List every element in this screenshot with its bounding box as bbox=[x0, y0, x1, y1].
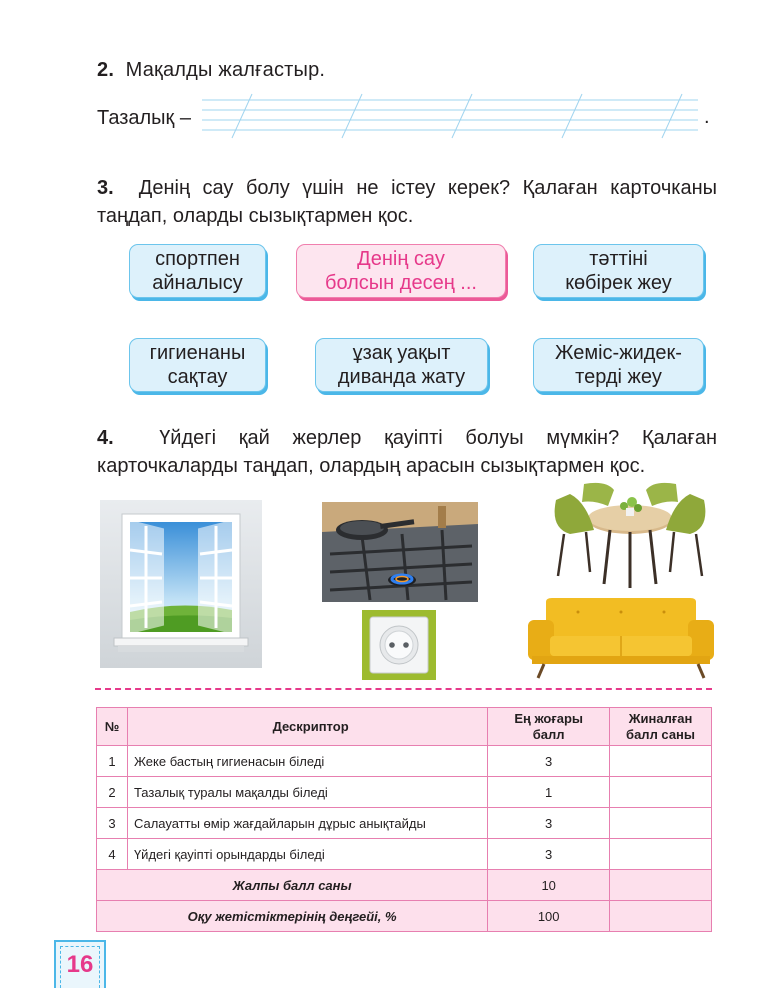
table-row bbox=[97, 808, 712, 839]
card-fruits-line1: Жеміс-жидек- bbox=[555, 342, 682, 364]
row-score-cell[interactable] bbox=[610, 839, 712, 870]
header-got bbox=[610, 708, 712, 746]
card-sport-line2: айналысу bbox=[152, 272, 243, 294]
level-row bbox=[97, 901, 712, 932]
socket-image[interactable] bbox=[362, 610, 436, 680]
task-4-number: 4. bbox=[97, 427, 114, 449]
gas-stove-image[interactable] bbox=[322, 502, 478, 602]
row-desc: Тазалық туралы мақалды біледі bbox=[127, 777, 487, 808]
dashed-separator bbox=[95, 688, 712, 690]
header-num: № bbox=[97, 708, 128, 746]
card-sofa-line1: ұзақ уақыт bbox=[352, 342, 451, 364]
task-2-prompt: Тазалық – bbox=[97, 107, 191, 129]
table-row bbox=[97, 839, 712, 870]
row-score-cell[interactable] bbox=[610, 746, 712, 777]
card-hygiene[interactable] bbox=[129, 338, 266, 392]
row-score-cell[interactable] bbox=[610, 777, 712, 808]
row-num: 4 bbox=[97, 839, 128, 870]
header-max-line2: балл bbox=[532, 726, 565, 742]
row-max: 1 bbox=[488, 777, 610, 808]
header-descriptor: Дескриптор bbox=[127, 708, 487, 746]
header-got-line2: балл саны bbox=[626, 726, 696, 742]
level-value: 100 bbox=[488, 901, 610, 932]
task-2-text: Мақалды жалғастыр. bbox=[125, 59, 326, 81]
total-score-cell[interactable] bbox=[610, 870, 712, 901]
card-hygiene-line1: гигиенаны bbox=[149, 342, 246, 364]
task-2-end-dot: . bbox=[704, 106, 710, 128]
window-image[interactable] bbox=[100, 500, 262, 668]
card-sofa-lying[interactable] bbox=[315, 338, 488, 392]
header-max bbox=[488, 708, 610, 746]
card-hygiene-line2: сақтау bbox=[167, 366, 228, 388]
page-number bbox=[54, 940, 106, 988]
card-fruits-line2: терді жеу bbox=[575, 366, 662, 388]
table-row bbox=[97, 746, 712, 777]
header-max-line1: Ең жоғары bbox=[514, 710, 583, 726]
task-4-text bbox=[97, 424, 717, 480]
total-label: Жалпы балл саны bbox=[97, 870, 488, 901]
row-max: 3 bbox=[488, 746, 610, 777]
card-sweets-line2: көбірек жеу bbox=[565, 272, 672, 294]
card-center-line1: Денің сау bbox=[357, 248, 445, 270]
card-sweets-line1: тәттіні bbox=[589, 248, 648, 270]
total-value: 10 bbox=[488, 870, 610, 901]
card-sport-line1: спортпен bbox=[155, 248, 240, 270]
total-row bbox=[97, 870, 712, 901]
row-max: 3 bbox=[488, 808, 610, 839]
card-center[interactable] bbox=[296, 244, 506, 298]
row-num: 2 bbox=[97, 777, 128, 808]
row-num: 1 bbox=[97, 746, 128, 777]
level-label: Оқу жетістіктерінің деңгейі, % bbox=[97, 901, 488, 932]
task-3-number: 3. bbox=[97, 177, 114, 199]
card-sofa-line2: диванда жату bbox=[337, 366, 466, 388]
sofa-image[interactable] bbox=[528, 598, 714, 680]
row-num: 3 bbox=[97, 808, 128, 839]
writing-lines[interactable] bbox=[202, 92, 698, 140]
row-desc: Салауатты өмір жағдайларын дұрыс анықтайды bbox=[127, 808, 487, 839]
task-2-title bbox=[97, 56, 325, 84]
descriptor-table bbox=[96, 707, 712, 932]
table-header-row bbox=[97, 708, 712, 746]
header-got-line1: Жиналған bbox=[628, 710, 693, 726]
row-max: 3 bbox=[488, 839, 610, 870]
task-4-description: Үйдегі қай жерлер қауіпті болуы мүмкін? Қалаған карточкаларды таңдап, олардың арасын сызықтармен қос. bbox=[97, 427, 717, 477]
task-2-number: 2. bbox=[97, 59, 115, 81]
table-row bbox=[97, 777, 712, 808]
task-3-text bbox=[97, 174, 717, 230]
card-center-line2: болсын десең ... bbox=[325, 272, 477, 294]
card-sweets[interactable] bbox=[533, 244, 704, 298]
row-score-cell[interactable] bbox=[610, 808, 712, 839]
row-desc: Үйдегі қауіпті орындарды біледі bbox=[127, 839, 487, 870]
page-number-text: 16 bbox=[66, 951, 94, 978]
card-fruits[interactable] bbox=[533, 338, 704, 392]
task-3-description: Денің сау болу үшін не істеу керек? Қалаған карточканы таңдап, оларды сызықтармен қос. bbox=[97, 177, 717, 227]
row-desc: Жеке бастың гигиенасын біледі bbox=[127, 746, 487, 777]
card-sport[interactable] bbox=[129, 244, 266, 298]
dining-table-image[interactable] bbox=[550, 480, 710, 590]
level-score-cell[interactable] bbox=[610, 901, 712, 932]
